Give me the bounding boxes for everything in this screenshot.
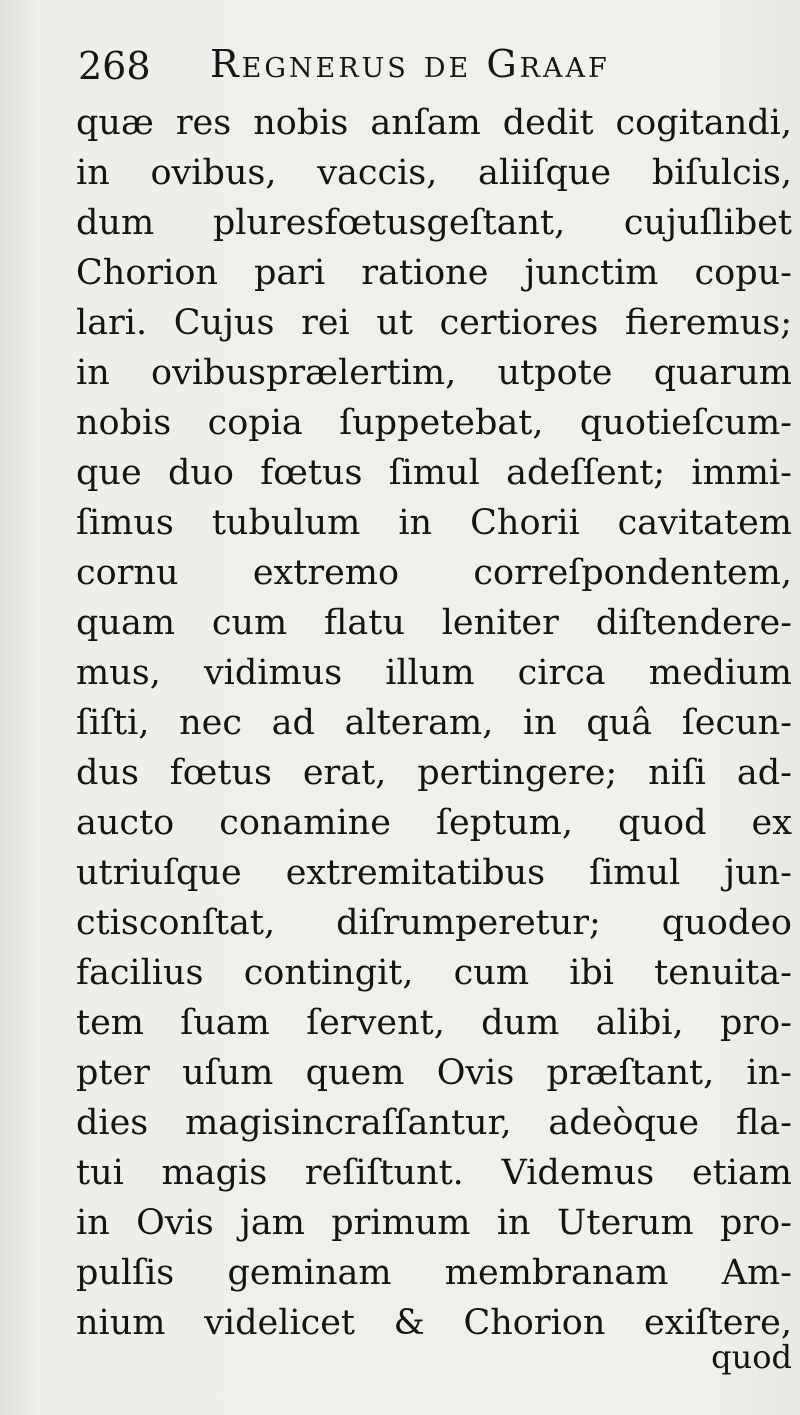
running-head: Regnerus de Graaf [210,42,610,86]
text-line: nium videlicet & Chorion exiſtere, [76,1303,792,1343]
catchword: quod [711,1338,792,1376]
text-line: in ovibusprælertim, utpote quarum [76,353,792,393]
text-line: dies magisincraſſantur, adeòque fla- [76,1103,792,1143]
text-line: dus fœtus erat, pertingere; niſi ad- [76,753,792,793]
text-line: utriuſque extremitatibus ſimul jun- [76,853,792,893]
text-line: pulſis geminam membranam Am- [76,1253,792,1293]
text-line: Chorion pari ratione junctim copu- [76,253,792,293]
page-number: 268 [78,44,151,88]
text-line: aucto conamine ſeptum, quod ex [76,803,792,843]
text-line: ſimus tubulum in Chorii cavitatem [76,503,792,543]
text-line: quæ res nobis anſam dedit cogitandi, [76,103,792,143]
text-line: quam cum flatu leniter diſtendere- [76,603,792,643]
text-line: tem ſuam ſervent, dum alibi, pro- [76,1003,792,1043]
page-header [78,38,800,98]
text-line: tui magis reſiſtunt. Videmus etiam [76,1153,792,1193]
text-line: in Ovis jam primum in Uterum pro- [76,1203,792,1243]
body-text [76,98,792,1348]
text-line: pter uſum quem Ovis præſtant, in- [76,1053,792,1093]
text-line: nobis copia ſuppetebat, quotieſcum- [76,403,792,443]
text-line: lari. Cujus rei ut certiores fieremus; [76,303,792,343]
text-line: ctisconſtat, diſrumperetur; quodeo [76,903,792,943]
text-line: in ovibus, vaccis, aliiſque biſulcis, [76,153,792,193]
text-line: cornu extremo correſpondentem, [76,553,792,593]
text-line: dum pluresfœtusgeſtant, cujuſlibet [76,203,792,243]
text-line: ſiſti, nec ad alteram, in quâ ſecun- [76,703,792,743]
text-line: que duo fœtus ſimul adeſſent; immi- [76,453,792,493]
text-line: mus, vidimus illum circa medium [76,653,792,693]
text-line: facilius contingit, cum ibi tenuita- [76,953,792,993]
